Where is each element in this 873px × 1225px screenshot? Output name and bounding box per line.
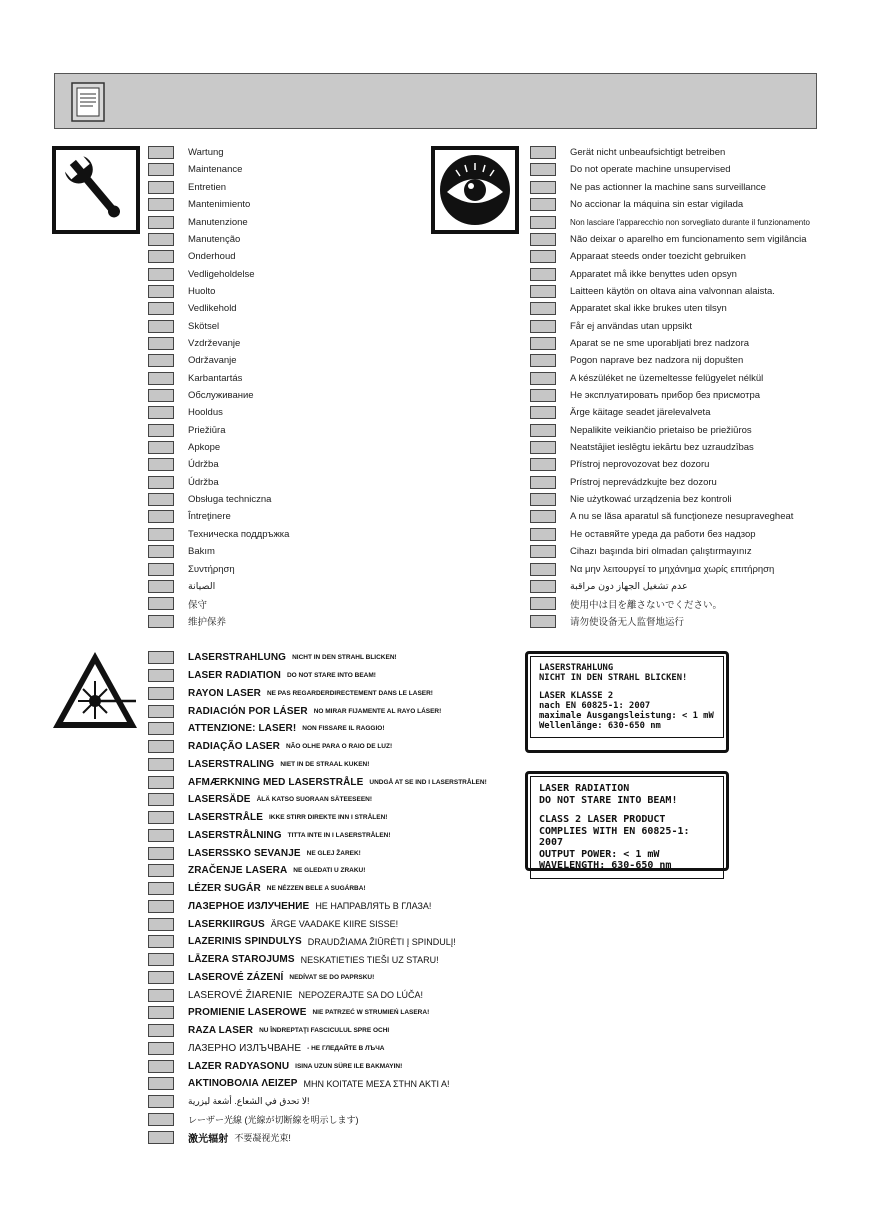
laser-warning-title: ЛАЗЕРНО ИЗЛЪЧВАНЕ <box>188 1042 302 1054</box>
color-key-box <box>148 424 174 437</box>
color-key-box <box>148 1113 174 1126</box>
color-key-box <box>148 563 174 576</box>
list-item <box>148 456 219 473</box>
color-key-box <box>148 268 174 281</box>
unattended-label: 请勿使设备无人监督地运行 <box>570 617 685 629</box>
unattended-label: Ne pas actionner la machine sans surveillance <box>570 181 766 193</box>
list-item <box>530 508 793 525</box>
laser-warning-text: UNDGÅ AT SE IND I LASERSTRÅLEN! <box>369 778 487 786</box>
color-key-box <box>530 563 556 576</box>
color-key-box <box>148 882 174 895</box>
label-line: OUTPUT POWER: < 1 mW <box>539 848 660 860</box>
label-line: maximale Ausgangsleistung: < 1 mW <box>539 711 714 721</box>
maintenance-label: Mantenimiento <box>188 199 251 211</box>
color-key-box <box>530 146 556 159</box>
color-key-box <box>148 389 174 402</box>
maintenance-label: Karbantartás <box>188 372 243 384</box>
maintenance-label: Údržba <box>188 459 219 471</box>
laser-warning-text: NE PAS REGARDERDIRECTEMENT DANS LE LASER! <box>266 689 433 697</box>
list-item <box>530 560 774 577</box>
laser-warning-text: NEPOZERAJTE SA DO LÚČA! <box>298 990 424 1001</box>
list-item <box>148 667 376 685</box>
list-item <box>148 578 215 595</box>
color-key-box <box>530 268 556 281</box>
unattended-label: No accionar la máquina sin estar vigilada <box>570 199 744 211</box>
laser-warning-title: LASERSSKO SEVANJE <box>188 847 301 859</box>
unattended-label: A nu se lăsa aparatul să funcţioneze nesupravegheat <box>570 511 794 523</box>
label-line: DO NOT STARE INTO BEAM! <box>539 794 678 806</box>
list-item <box>148 387 254 404</box>
color-key-box <box>530 285 556 298</box>
color-key-box <box>530 320 556 333</box>
maintenance-label: Údržba <box>188 476 219 488</box>
list-item <box>148 231 240 248</box>
laser-warning-title: LASERSÄDE <box>188 794 251 806</box>
laser-warning-text: ΜΗΝ ΚΟΙΤΑΤΕ ΜΕΣΑ ΣΤΗΝ ΑΚΤΙ Α! <box>303 1078 450 1089</box>
unattended-label: Не оставяйте уреда да работи без надзор <box>570 528 756 540</box>
color-key-box <box>148 545 174 558</box>
laser-warning-title: LASERSTRALING <box>188 758 275 770</box>
list-item <box>530 474 717 491</box>
list-item <box>148 474 219 491</box>
unattended-label: Apparatet skal ikke brukes uten tilsyn <box>570 303 727 315</box>
laser-warning-title: RAZA LASER <box>188 1025 254 1037</box>
label-line: COMPLIES WITH EN 60825-1: 2007 <box>539 825 690 848</box>
laser-warning-text: NÃO OLHE PARA O RAIO DE LUZ! <box>285 743 393 751</box>
list-item <box>148 213 248 230</box>
laser-warning-text: NON FISSARE IL RAGGIO! <box>302 725 385 733</box>
document-icon <box>71 82 105 122</box>
list-item <box>148 738 392 756</box>
laser-warning-text: NE GLEDATI U ZRAKU! <box>293 867 366 875</box>
list-item <box>530 318 692 335</box>
color-key-box <box>148 722 174 735</box>
unattended-label: Не эксплуатировать прибор без присмотра <box>570 390 761 402</box>
maintenance-label: Vedligeholdelse <box>188 268 255 280</box>
list-item <box>148 685 433 703</box>
list-item <box>148 491 271 508</box>
laser-warning-text: 不要凝视光束! <box>234 1132 291 1143</box>
unattended-label: Apparatet må ikke benyttes uden opsyn <box>570 268 737 280</box>
laser-warning-text: DRAUDŽIAMA ŽIŪRĖTI Į SPINDULĮ! <box>307 936 456 947</box>
laser-warning-text: لا تحدق في الشعاع. أشعة ليزرية! <box>188 1096 310 1107</box>
maintenance-label: الصيانة <box>188 580 216 592</box>
color-key-box <box>148 458 174 471</box>
color-key-box <box>148 918 174 931</box>
color-key-box <box>530 597 556 610</box>
laser-warning-text: NEDÍVAT SE DO PAPRSKU! <box>289 973 375 981</box>
laser-warning-text: НЕ НАПРАВЛЯТЬ В ГЛАЗА! <box>315 901 432 912</box>
laser-warning-title: LASERSTRAHLUNG <box>188 652 287 664</box>
list-item <box>530 300 727 317</box>
list-item <box>148 720 385 738</box>
laser-warning-title: ATTENZIONE: LASER! <box>188 723 297 735</box>
label-line: CLASS 2 LASER PRODUCT <box>539 814 666 825</box>
color-key-box <box>530 580 556 593</box>
color-key-box <box>148 705 174 718</box>
color-key-box <box>148 302 174 315</box>
laser-warning-title: RADIACIÓN POR LÁSER <box>188 705 308 717</box>
list-item <box>148 1093 310 1111</box>
maintenance-label: Priežiūra <box>188 424 226 436</box>
maintenance-label: Maintenance <box>188 164 243 176</box>
list-item <box>530 526 756 543</box>
color-key-box <box>148 1060 174 1073</box>
label-line: NICHT IN DEN STRAHL BLICKEN! <box>539 673 688 683</box>
unattended-label: Cihazı başında biri olmadan çalıştırmayınız <box>570 546 752 558</box>
color-key-box <box>148 146 174 159</box>
list-item <box>148 915 398 933</box>
color-key-box <box>148 441 174 454</box>
color-key-box <box>530 250 556 263</box>
list-item <box>148 543 215 560</box>
color-key-box <box>148 1095 174 1108</box>
list-item <box>530 213 810 230</box>
maintenance-label: Entretien <box>188 181 227 193</box>
maintenance-label: Техническа поддръжка <box>188 528 290 540</box>
list-item <box>530 578 688 595</box>
color-key-box <box>148 1131 174 1144</box>
laser-warning-text: ÄRGE VAADAKE KIIRE SISSE! <box>270 919 399 930</box>
list-item <box>530 231 807 248</box>
maintenance-label: Întreţinere <box>188 511 231 523</box>
color-key-box <box>148 181 174 194</box>
list-item <box>530 370 763 387</box>
list-item <box>530 144 725 161</box>
color-key-box <box>530 389 556 402</box>
color-key-box <box>530 458 556 471</box>
color-key-box <box>148 597 174 610</box>
color-key-box <box>530 545 556 558</box>
list-item <box>148 283 215 300</box>
list-item <box>148 179 226 196</box>
maintenance-label: Обслуживание <box>188 390 254 402</box>
laser-warning-text: レーザー光線 (光線が切断線を明示します) <box>188 1114 359 1125</box>
laser-warning-title: LASEROVÉ ŽIARENIE <box>188 989 293 1001</box>
unattended-label: Nepalikite veikiančio prietaiso be priežiūros <box>570 424 752 436</box>
list-item <box>148 1075 450 1093</box>
list-item <box>148 352 237 369</box>
label-line: LASER RADIATION <box>539 783 630 794</box>
color-key-box <box>148 476 174 489</box>
list-item <box>148 969 374 987</box>
list-item <box>148 612 226 629</box>
unattended-label: Gerät nicht unbeaufsichtigt betreiben <box>570 147 726 159</box>
laser-warning-text: - НЕ ГЛЕДАЙТЕ В ЛЪЧА <box>307 1044 385 1052</box>
color-key-box <box>148 1006 174 1019</box>
maintenance-label: Onderhoud <box>188 251 236 263</box>
color-key-box <box>148 847 174 860</box>
list-item <box>148 1111 359 1129</box>
laser-warning-title: PROMIENIE LASEROWE <box>188 1007 307 1019</box>
laser-warning-title: LASERSTRÅLE <box>188 812 263 824</box>
list-item <box>530 439 754 456</box>
unattended-label: 使用中は目を離さないでください。 <box>570 599 723 611</box>
color-key-box <box>148 900 174 913</box>
section-header-bar <box>54 73 817 129</box>
maintenance-label: Održavanje <box>188 355 237 367</box>
label-line: LASER KLASSE 2 <box>539 691 614 701</box>
maintenance-label: Manutenção <box>188 233 241 245</box>
maintenance-label: Apkope <box>188 442 221 454</box>
color-key-box <box>148 233 174 246</box>
laser-warning-icon <box>50 649 140 731</box>
unattended-label: A készüléket ne üzemeltesse felügyelet nélkül <box>570 372 764 384</box>
list-item <box>148 1004 429 1022</box>
laser-warning-text: NO MIRAR FIJAMENTE AL RAYO LÁSER! <box>313 707 442 715</box>
maintenance-label: Obsługa techniczna <box>188 494 272 506</box>
list-item <box>530 612 684 629</box>
unattended-label: Non lasciare l'apparecchio non sorvegliato durante il funzionamento <box>570 217 810 227</box>
color-key-box <box>148 758 174 771</box>
maintenance-label: Συντήρηση <box>188 563 235 575</box>
laser-warning-title: LASERSTRÅLNING <box>188 829 282 841</box>
unattended-label: Prístroj neprevádzkujte bez dozoru <box>570 476 717 488</box>
unattended-label: Aparat se ne sme uporabljati brez nadzora <box>570 337 750 349</box>
laser-warning-title: LÉZER SUGÁR <box>188 883 261 895</box>
list-item <box>530 387 760 404</box>
laser-warning-title: LASERKIIRGUS <box>188 918 265 930</box>
color-key-box <box>148 198 174 211</box>
list-item <box>148 196 250 213</box>
laser-warning-title: RADIAÇÃO LASER <box>188 741 280 753</box>
color-key-box <box>148 651 174 664</box>
list-item <box>148 335 240 352</box>
laser-warning-title: LĀZERA STAROJUMS <box>188 954 295 966</box>
list-item <box>530 248 746 265</box>
color-key-box <box>148 989 174 1002</box>
color-key-box <box>530 181 556 194</box>
color-key-box <box>148 953 174 966</box>
color-key-box <box>148 1024 174 1037</box>
color-key-box <box>148 406 174 419</box>
list-item <box>148 265 255 282</box>
maintenance-label: 保守 <box>188 599 208 611</box>
list-item <box>530 161 731 178</box>
list-item <box>530 404 710 421</box>
color-key-box <box>530 615 556 628</box>
label-line: WAVELENGTH: 630-650 nm <box>539 860 672 871</box>
list-item <box>148 773 487 791</box>
list-item <box>148 526 289 543</box>
list-item <box>148 756 369 774</box>
unattended-label: Nie użytkować urządzenia bez kontroli <box>570 494 732 506</box>
laser-warning-text: NE NÉZZEN BELE A SUGÁRBA! <box>266 885 366 893</box>
list-item <box>148 702 441 720</box>
laser-warning-title: AFMÆRKNING MED LASERSTRÅLE <box>188 776 364 788</box>
laser-label-german <box>525 651 729 753</box>
color-key-box <box>530 163 556 176</box>
color-key-box <box>148 829 174 842</box>
color-key-box <box>148 793 174 806</box>
color-key-box <box>148 163 174 176</box>
laser-label-english <box>525 771 729 871</box>
color-key-box <box>148 216 174 229</box>
unattended-label: Přístroj neprovozovat bez dozoru <box>570 459 710 471</box>
unattended-label: Do not operate machine unsupervised <box>570 164 731 176</box>
list-item <box>148 248 236 265</box>
laser-warning-text: ÄLÄ KATSO SUORAAN SÄTEESEEN! <box>256 796 373 804</box>
laser-warning-text: NIET IN DE STRAAL KUKEN! <box>280 760 370 768</box>
unattended-label: Neatstājiet ieslēgtu iekārtu bez uzraudzības <box>570 442 754 454</box>
list-item <box>148 404 223 421</box>
list-item <box>148 144 224 161</box>
maintenance-label: Vzdrževanje <box>188 337 241 349</box>
wrench-icon <box>52 146 140 234</box>
laser-warning-text: NIE PATRZEĆ W STRUMIEŃ LASERA! <box>312 1009 430 1017</box>
color-key-box <box>530 528 556 541</box>
unattended-label: Ärge käitage seadet järelevalveta <box>570 407 711 419</box>
color-key-box <box>530 216 556 229</box>
color-key-box <box>148 811 174 824</box>
label-line: nach EN 60825-1: 2007 <box>539 701 651 711</box>
color-key-box <box>530 476 556 489</box>
color-key-box <box>530 233 556 246</box>
list-item <box>148 370 242 387</box>
list-item <box>148 880 366 898</box>
list-item <box>530 595 722 612</box>
color-key-box <box>530 510 556 523</box>
color-key-box <box>530 198 556 211</box>
list-item <box>148 439 220 456</box>
color-key-box <box>148 372 174 385</box>
list-item <box>148 809 387 827</box>
color-key-box <box>530 372 556 385</box>
color-key-box <box>148 615 174 628</box>
color-key-box <box>148 1042 174 1055</box>
list-item <box>148 649 397 667</box>
maintenance-label: Huolto <box>188 285 216 297</box>
color-key-box <box>148 285 174 298</box>
color-key-box <box>148 971 174 984</box>
list-item <box>148 422 226 439</box>
list-item <box>148 986 423 1004</box>
list-item <box>148 827 391 845</box>
maintenance-label: Skötsel <box>188 320 220 332</box>
laser-warning-title: LAZERINIS SPINDULYS <box>188 936 302 948</box>
laser-warning-title: LASEROVÉ ZÁZENÍ <box>188 971 284 983</box>
color-key-box <box>530 424 556 437</box>
list-item <box>148 1128 291 1146</box>
list-item <box>530 422 752 439</box>
maintenance-label: Manutenzione <box>188 216 248 228</box>
unattended-label: Pogon naprave bez nadzora nij dopušten <box>570 355 744 367</box>
color-key-box <box>148 740 174 753</box>
maintenance-label: 维护保养 <box>188 617 227 629</box>
list-item <box>530 265 737 282</box>
maintenance-label: Vedlikehold <box>188 303 237 315</box>
laser-warning-title: 激光辐射 <box>188 1133 229 1145</box>
unattended-label: Får ej användas utan uppsikt <box>570 320 692 332</box>
color-key-box <box>148 250 174 263</box>
color-key-box <box>148 935 174 948</box>
list-item <box>148 862 365 880</box>
laser-warning-text: NE GLEJ ŽAREK! <box>306 849 361 857</box>
list-item <box>148 161 242 178</box>
unattended-label: عدم تشغيل الجهاز دون مراقبة <box>570 580 688 592</box>
list-item <box>530 456 709 473</box>
color-key-box <box>530 406 556 419</box>
laser-warning-text: NU ÎNDREPTAŢI FASCICULUL SPRE OCHI <box>259 1027 390 1035</box>
laser-warning-text: TITTA INTE IN I LASERSTRÅLEN! <box>287 831 391 839</box>
unattended-label: Apparaat steeds onder toezicht gebruiken <box>570 251 746 263</box>
list-item <box>530 283 775 300</box>
list-item <box>148 791 372 809</box>
laser-warning-text: NICHT IN DEN STRAHL BLICKEN! <box>292 654 397 662</box>
list-item <box>148 844 361 862</box>
color-key-box <box>148 1077 174 1090</box>
laser-warning-text: NESKATIETIES TIEŠI UZ STARU! <box>300 954 439 965</box>
list-item <box>148 508 231 525</box>
laser-warning-title: ЛАЗЕРНОЕ ИЗЛУЧЕНИЕ <box>188 900 310 912</box>
laser-warning-text: IKKE STIRR DIREKTE INN I STRÅLEN! <box>269 814 388 822</box>
color-key-box <box>148 320 174 333</box>
color-key-box <box>148 776 174 789</box>
list-item <box>148 300 237 317</box>
list-item <box>530 335 749 352</box>
list-item <box>148 1040 384 1058</box>
color-key-box <box>530 354 556 367</box>
list-item <box>148 1022 389 1040</box>
color-key-box <box>530 493 556 506</box>
list-item <box>530 196 743 213</box>
color-key-box <box>148 493 174 506</box>
maintenance-label: Bakım <box>188 546 215 558</box>
list-item <box>148 1057 402 1075</box>
eye-icon <box>431 146 519 234</box>
color-key-box <box>530 337 556 350</box>
unattended-label: Laitteen käytön on oltava aina valvonnan alaista. <box>570 285 775 297</box>
list-item <box>148 898 431 916</box>
laser-warning-text: DO NOT STARE INTO BEAM! <box>286 672 376 680</box>
laser-warning-title: LASER RADIATION <box>188 670 281 682</box>
label-line: LASERSTRAHLUNG <box>539 663 614 673</box>
color-key-box <box>148 687 174 700</box>
unattended-label: Να μην λειτουργεί το μηχάνημα χωρίς επιτήρηση <box>570 563 775 575</box>
laser-warning-title: ZRAČENJE LASERA <box>188 865 288 877</box>
list-item <box>148 318 219 335</box>
list-item <box>530 543 752 560</box>
laser-warning-text: ISINA UZUN SÜRE ILE BAKMAYIN! <box>295 1062 403 1070</box>
color-key-box <box>530 302 556 315</box>
color-key-box <box>148 354 174 367</box>
color-key-box <box>148 528 174 541</box>
laser-warning-title: LAZER RADYASONU <box>188 1060 290 1072</box>
list-item <box>148 595 207 612</box>
list-item <box>148 560 235 577</box>
maintenance-label: Wartung <box>188 147 224 159</box>
unattended-label: Não deixar o aparelho em funcionamento sem vigilância <box>570 233 807 245</box>
color-key-box <box>148 580 174 593</box>
laser-warning-title: ΑΚΤΙΝΟΒΟΛΙΑ ΛΕΙΖΕΡ <box>188 1078 298 1090</box>
color-key-box <box>530 441 556 454</box>
laser-warning-title: RAYON LASER <box>188 687 261 699</box>
maintenance-label: Hooldus <box>188 407 223 419</box>
color-key-box <box>148 337 174 350</box>
list-item <box>148 951 439 969</box>
list-item <box>530 352 743 369</box>
color-key-box <box>148 669 174 682</box>
color-key-box <box>148 864 174 877</box>
label-line: Wellenlänge: 630-650 nm <box>539 721 661 731</box>
color-key-box <box>148 510 174 523</box>
list-item <box>530 491 732 508</box>
list-item <box>530 179 766 196</box>
list-item <box>148 933 456 951</box>
